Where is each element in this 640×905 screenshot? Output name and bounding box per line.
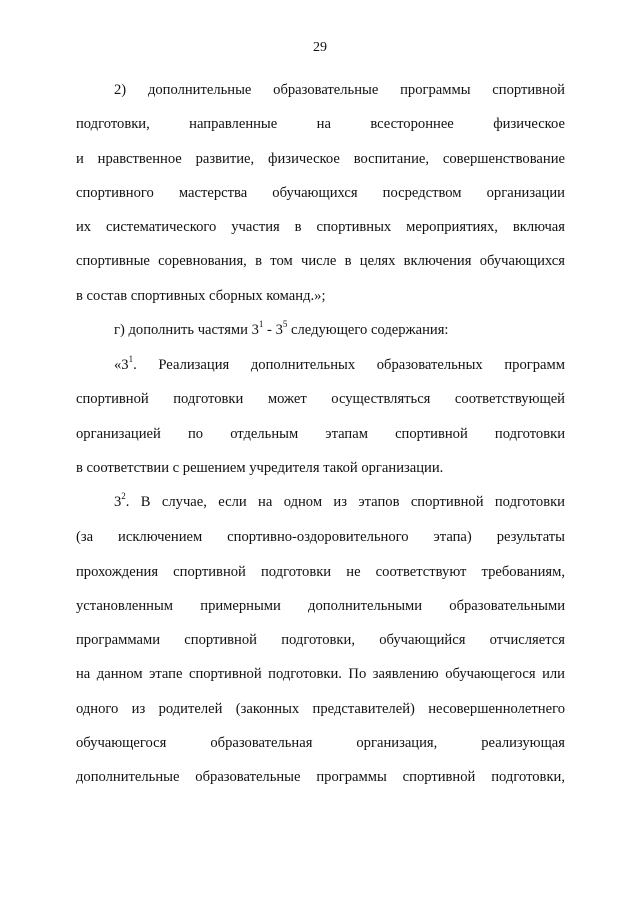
paragraph-line: подготовки, направленные на всестороннее физическое [76, 116, 565, 133]
paragraph-line: 2) дополнительные образовательные программы спортивной [114, 82, 565, 98]
paragraph-line: обучающегося образовательная организация, реализующая [76, 735, 565, 752]
paragraph-line: в состав спортивных сборных команд.»; [76, 287, 326, 304]
paragraph-line: $3^2$. В случае, если на одном из этапов спортивной подготовки [114, 491, 565, 511]
paragraph-line: г) дополнить частями $3^1 - 3^5$ следующего содержания: [114, 319, 449, 339]
paragraph-line: установленным примерными дополнительными образовательными [76, 597, 565, 614]
paragraph-line: спортивные соревнования, в том числе в целях включения обучающихся [76, 253, 565, 270]
paragraph-line: прохождения спортивной подготовки не соответствуют требованиям, [76, 563, 565, 580]
paragraph-line: программами спортивной подготовки, обучающийся отчисляется [76, 632, 565, 649]
paragraph-line: дополнительные образовательные программы спортивной подготовки, [76, 769, 565, 786]
document-body [76, 78, 565, 800]
paragraph-line: «$3^1$. Реализация дополнительных образовательных программ [114, 354, 565, 374]
paragraph-line: одного из родителей (законных представителей) несовершеннолетнего [76, 700, 565, 717]
paragraph-line: и нравственное развитие, физическое воспитание, совершенствование [76, 150, 565, 167]
page-number: 29 [313, 40, 327, 55]
paragraph-line: (за исключением спортивно-оздоровительного этапа) результаты [76, 529, 565, 546]
paragraph-line: спортивного мастерства обучающихся посредством организации [76, 184, 565, 201]
paragraph-line: на данном этапе спортивной подготовки. По заявлению обучающегося или [76, 666, 565, 683]
paragraph-line: в соответствии с решением учредителя такой организации. [76, 459, 444, 476]
paragraph-line: спортивной подготовки может осуществляться соответствующей [76, 391, 565, 408]
paragraph-line: их систематического участия в спортивных мероприятиях, включая [76, 219, 565, 236]
paragraph-line: организацией по отдельным этапам спортивной подготовки [76, 425, 565, 442]
